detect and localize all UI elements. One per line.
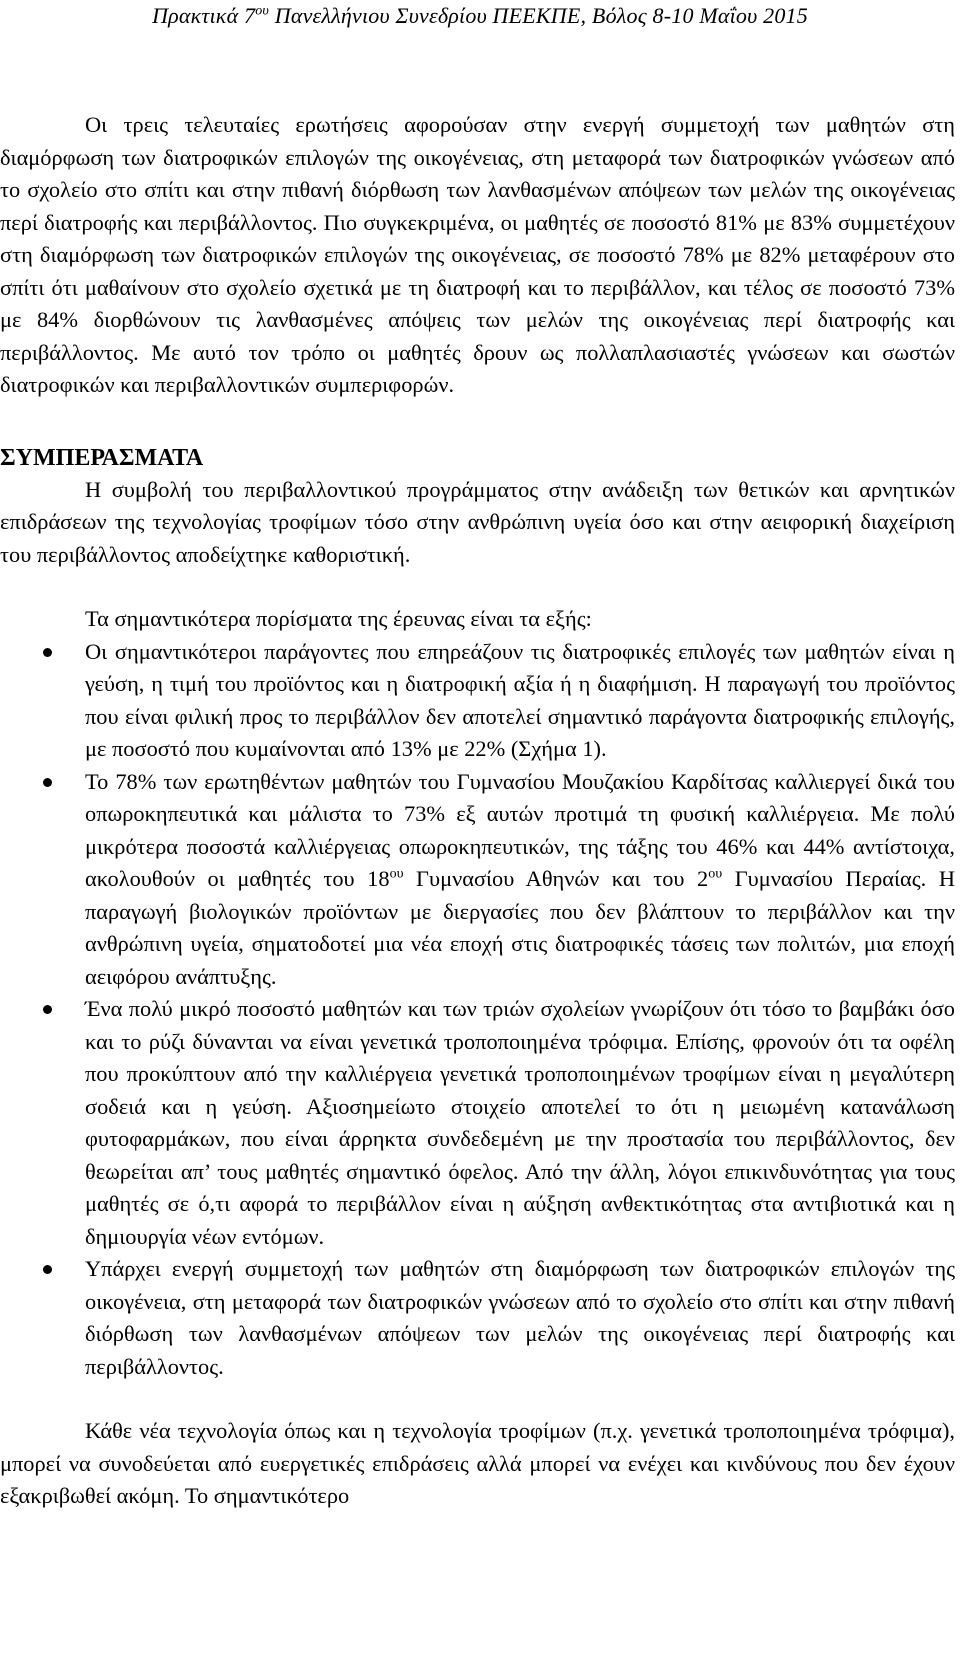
finding-text-2c: Γυμνασίου Περαίας. Η παραγωγή βιολογικών προϊόντων με διεργασίες που δεν βλάπτουν το περιβάλλον και την ανθρώπινη υγεία, σηματοδοτεί μια νέα εποχή στις διατροφικές τάσεις των πολιτών, μια εποχή αειφόρου ανάπτυξης. [85,866,955,989]
header-pre: Πρακτικά 7 [152,3,256,28]
header-post: Πανελλήνιου Συνεδρίου ΠΕΕΚΠΕ, Βόλος 8-10 Μαΐου 2015 [269,3,808,28]
conclusions-heading: ΣΥΜΠΕΡΑΣΜΑΤΑ [0,444,204,471]
bullet-icon [43,1005,52,1014]
conclusions-paragraph: Η συμβολή του περιβαλλοντικού προγράμματος στην ανάδειξη των θετικών και αρνητικών επιδράσεων της τεχνολογίας τροφίμων τόσο στην ανθρώπινη υγεία όσο και στην αειφορική διαχείριση του περιβάλλοντος αποδείχτηκε καθοριστική. [0,476,955,567]
bullet-icon [43,778,52,787]
list-item [0,993,955,1253]
ordinal-sup: ου [708,866,723,882]
findings-list [0,636,955,1384]
finding-text-2b: Γυμνασίου Αθηνών και του 2 [403,866,709,891]
bullet-icon [43,1265,52,1274]
page-body [0,109,955,1513]
header-sup: ου [255,3,270,19]
finding-text-2a: Το 78% των ερωτηθέντων μαθητών του Γυμνασίου Μουζακίου Καρδίτσας καλλιεργεί δικά του οπωροκηπευτικά και μάλιστα το 73% εξ αυτών προτιμά τη φυσική καλλιέργεια. Με πολύ μικρότερα ποσοστά καλλιέργειας οπωροκηπευτικών, της τάξης του 46% και 44% αντίστοιχα, ακολουθούν οι μαθητές του 18 [85,768,955,891]
running-header [0,2,960,30]
list-item [0,1253,955,1383]
finding-text-1: Οι σημαντικότεροι παράγοντες που επηρεάζουν τις διατροφικές επιλογές των μαθητών είναι η γεύση, η τιμή του προϊόντος και η διατροφική αξία ή η διαφήμιση. Η παραγωγή του προϊόντος που είναι φιλική προς το περιβάλλον δεν αποτελεί σημαντικό παράγοντα διατροφικής επιλογής, με ποσοστό που κυμαίνονται από 13% με 22% (Σχήμα 1). [85,638,955,761]
findings-intro: Τα σημαντικότερα πορίσματα της έρευνας είναι τα εξής: [85,606,592,631]
final-paragraph: Κάθε νέα τεχνολογία όπως και η τεχνολογία τροφίμων (π.χ. γενετικά τροποποιημένα τρόφιμα), μπορεί να συνοδεύεται από ευεργετικές επιδράσεις αλλά μπορεί να ενέχει και κινδύνους που δεν έχουν εξακριβωθεί ακόμη. Το σημαντικότερο [0,1418,955,1508]
finding-text-3: Ένα πολύ μικρό ποσοστό μαθητών και των τριών σχολείων γνωρίζουν ότι τόσο το βαμβάκι όσο και το ρύζι δύνανται να είναι γενετικά τροποποιημένα τρόφιμα. Επίσης, φρονούν ότι τα οφέλη που προκύπτουν από την καλλιέργεια γενετικά τροποποιημένων τροφίμων είναι η μεγαλύτερη σοδειά και η γεύση. Αξιοσημείωτο στοιχείο αποτελεί το ότι η μειωμένη κατανάλωση φυτοφαρμάκων, που είναι άρρηκτα συνδεδεμένη με την προστασία του περιβάλλοντος, δεν θεωρείται απ’ τους μαθητές σημαντικό όφελος. Από την άλλη, λόγοι επικινδυνότητας για τους μαθητές σε ό,τι αφορά το περιβάλλον είναι η αύξηση ανθεκτικότητας στα αντιβιοτικά και η δημιουργία νέων εντόμων. [85,996,955,1249]
bullet-icon [43,648,52,657]
list-item [0,636,955,766]
paragraph-participation: Οι τρεις τελευταίες ερωτήσεις αφορούσαν στην ενεργή συμμετοχή των μαθητών στη διαμόρφωση των διατροφικών επιλογών της οικογένειας, στη μεταφορά των διατροφικών γνώσεων από το σχολείο στο σπίτι και στην πιθανή διόρθωση των λανθασμένων απόψεων των μελών της οικογένειας περί διατροφής και περιβάλλοντος. Πιο συγκεκριμένα, οι μαθητές σε ποσοστό 81% με 83% συμμετέχουν στη διαμόρφωση των διατροφικών επιλογών της οικογένειας, σε ποσοστό 78% με 82% μεταφέρουν στο σπίτι ότι μαθαίνουν στο σχολείο σχετικά με τη διατροφή και το περιβάλλον, και τέλος σε ποσοστό 73% με 84% διορθώνουν τις λανθασμένες απόψεις των μελών της οικογένειας περί διατροφής και περιβάλλοντος. Με αυτό τον τρόπο οι μαθητές δρουν ως πολλαπλασιαστές γνώσεων και σωστών διατροφικών και περιβαλλοντικών συμπεριφορών. [0,112,955,397]
finding-text-4: Υπάρχει ενεργή συμμετοχή των μαθητών στη διαμόρφωση των διατροφικών επιλογών της οικογένεια, στη μεταφορά των διατροφικών γνώσεων από το σχολείο στο σπίτι και στην πιθανή διόρθωση των λανθασμένων απόψεων των μελών της οικογένειας περί διατροφής και περιβάλλοντος. [85,1256,955,1379]
list-item [0,766,955,994]
ordinal-sup: ου [389,866,404,882]
